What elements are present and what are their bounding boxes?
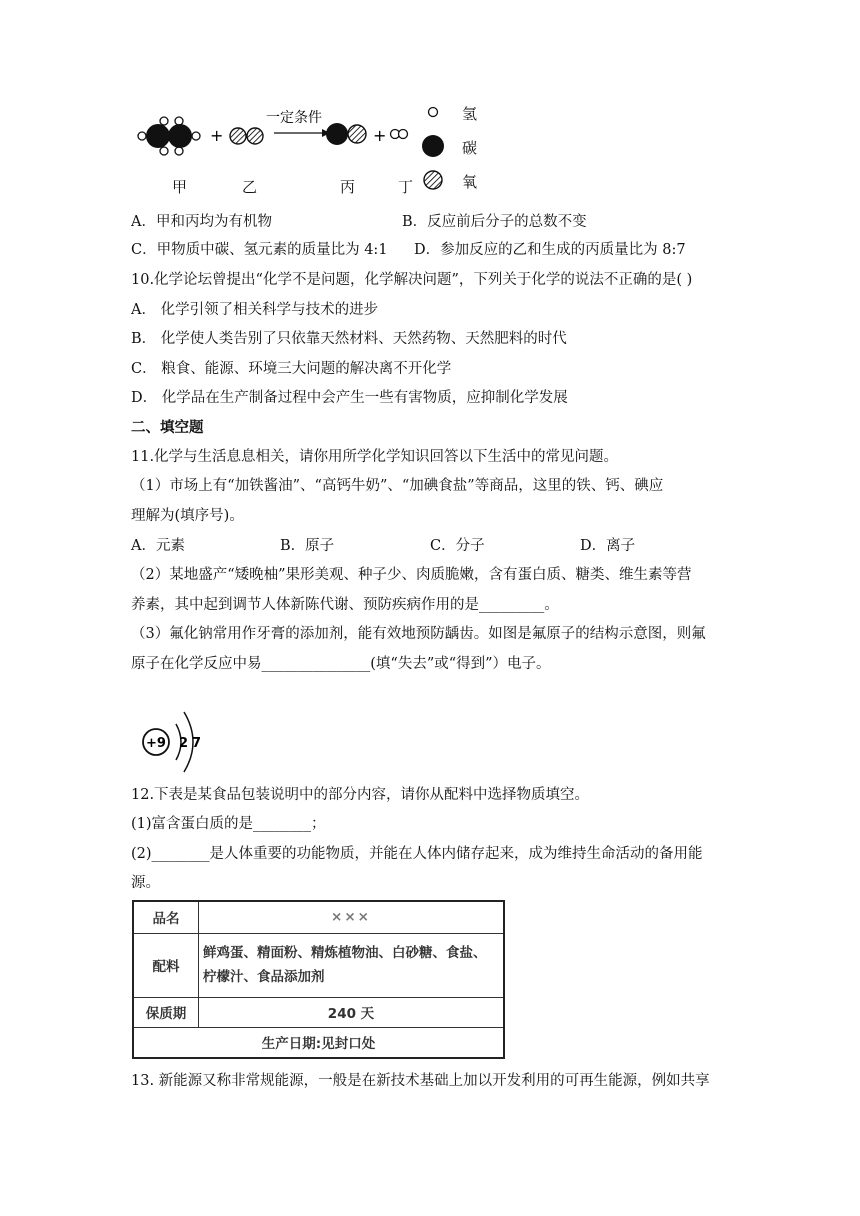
legend-hydrogen: [429, 108, 438, 117]
q9-option-b: B．反应前后分子的总数不变: [402, 214, 587, 230]
legend-oxygen: [424, 171, 442, 189]
table-value-name: ×××: [199, 901, 505, 933]
q11-stem: 11.化学与生活息息相关，请你用所学化学知识回答以下生活中的常见问题。: [131, 449, 619, 465]
label-jia: 甲: [172, 178, 188, 196]
fluorine-atom-diagram: [138, 704, 218, 780]
q9-option-c: C．甲物质中碳、氢元素的质量比为 4:1: [131, 242, 388, 258]
molecule-bing: [326, 123, 366, 145]
q12-stem: 12.下表是某食品包装说明中的部分内容，请你从配料中选择物质填空。: [131, 787, 590, 803]
q11-part3-line1: （3）氟化钠常用作牙膏的添加剂，能有效地预防龋齿。如图是氟原子的结构示意图，则氟: [131, 626, 706, 642]
q12-part2-line2: 源。: [131, 875, 160, 891]
table-key-ingredients: 配料: [133, 933, 199, 997]
q12-part2-line1: (2)________是人体重要的功能物质，并能在人体内储存起来，成为维持生命活动的备用能: [131, 846, 703, 862]
ingredients-line-1: 鲜鸡蛋、精面粉、精炼植物油、白砂糖、食盐、: [203, 945, 487, 961]
atom-shell-2-label: 7: [192, 736, 202, 751]
legend-label-hydrogen: 氢: [462, 105, 478, 123]
q9-option-d: D．参加反应的乙和生成的丙质量比为 8:7: [414, 242, 686, 258]
q10-option-a: A． 化学引领了相关科学与技术的进步: [131, 302, 379, 318]
q9-option-a: A．甲和丙均为有机物: [131, 214, 272, 230]
reaction-condition: 一定条件: [266, 110, 322, 126]
q11-part1-line2: 理解为(填序号)。: [131, 508, 244, 524]
q10-stem: 10.化学论坛曾提出“化学不是问题，化学解决问题”，下列关于化学的说法不正确的是( ): [131, 272, 693, 288]
molecule-yi: [230, 128, 263, 144]
legend-label-carbon: 碳: [462, 139, 478, 157]
q11-option-c: C．分子: [430, 538, 485, 554]
label-bing: 丙: [340, 178, 356, 196]
legend-carbon: [422, 135, 444, 157]
ingredients-line-2: 柠檬汁、食品添加剂: [203, 969, 325, 985]
q10-option-d: D． 化学品在生产制备过程中会产生一些有害物质，应抑制化学发展: [131, 390, 568, 406]
table-row: [133, 997, 504, 1027]
q12-part1: (1)富含蛋白质的是________；: [131, 816, 326, 832]
q11-part1-line1: （1）市场上有“加铁酱油”、“高钙牛奶”、“加碘食盐”等商品，这里的铁、钙、碘应: [131, 478, 664, 494]
table-key-shelf-life: 保质期: [133, 997, 199, 1027]
q11-option-a: A．元素: [131, 538, 185, 554]
atom-nucleus-label: +9: [146, 736, 166, 751]
plus-1: +: [210, 126, 224, 145]
atom-shell-1-label: 2: [179, 736, 189, 751]
q11-part2-line2: 养素，其中起到调节人体新陈代谢、预防疾病作用的是_________。: [131, 597, 559, 613]
table-row: [133, 1027, 504, 1058]
q11-option-b: B．原子: [280, 538, 335, 554]
q10-option-b: B． 化学使人类告别了只依靠天然材料、天然药物、天然肥料的时代: [131, 331, 567, 347]
food-info-table: [132, 900, 505, 1059]
q13-stem: 13. 新能源又称非常规能源，一般是在新技术基础上加以开发利用的可再生能源，例如共享: [131, 1073, 710, 1089]
molecule-ding: [391, 130, 408, 139]
reaction-arrow: [274, 129, 330, 137]
label-ding: 丁: [398, 178, 414, 196]
table-production-date: 生产日期:见封口处: [133, 1027, 504, 1058]
table-row: [133, 933, 504, 997]
q10-option-c: C． 粮食、能源、环境三大问题的解决离不开化学: [131, 361, 452, 377]
table-value-ingredients: [199, 933, 505, 997]
q11-option-d: D．离子: [580, 538, 636, 554]
table-value-shelf-life: 240 天: [199, 997, 505, 1027]
section-title: 二、填空题: [131, 420, 204, 436]
q11-part3-line2: 原子在化学反应中易_______________(填“失去”或“得到”）电子。: [131, 656, 551, 672]
legend-label-oxygen: 氧: [462, 173, 478, 191]
molecule-jia: [138, 117, 200, 155]
plus-2: +: [373, 126, 387, 145]
q11-part2-line1: （2）某地盛产“矮晚柚”果形美观、种子少、肉质脆嫩，含有蛋白质、糖类、维生素等营: [131, 567, 692, 583]
table-key-name: 品名: [133, 901, 199, 933]
table-row: [133, 901, 504, 933]
label-yi: 乙: [242, 178, 258, 196]
